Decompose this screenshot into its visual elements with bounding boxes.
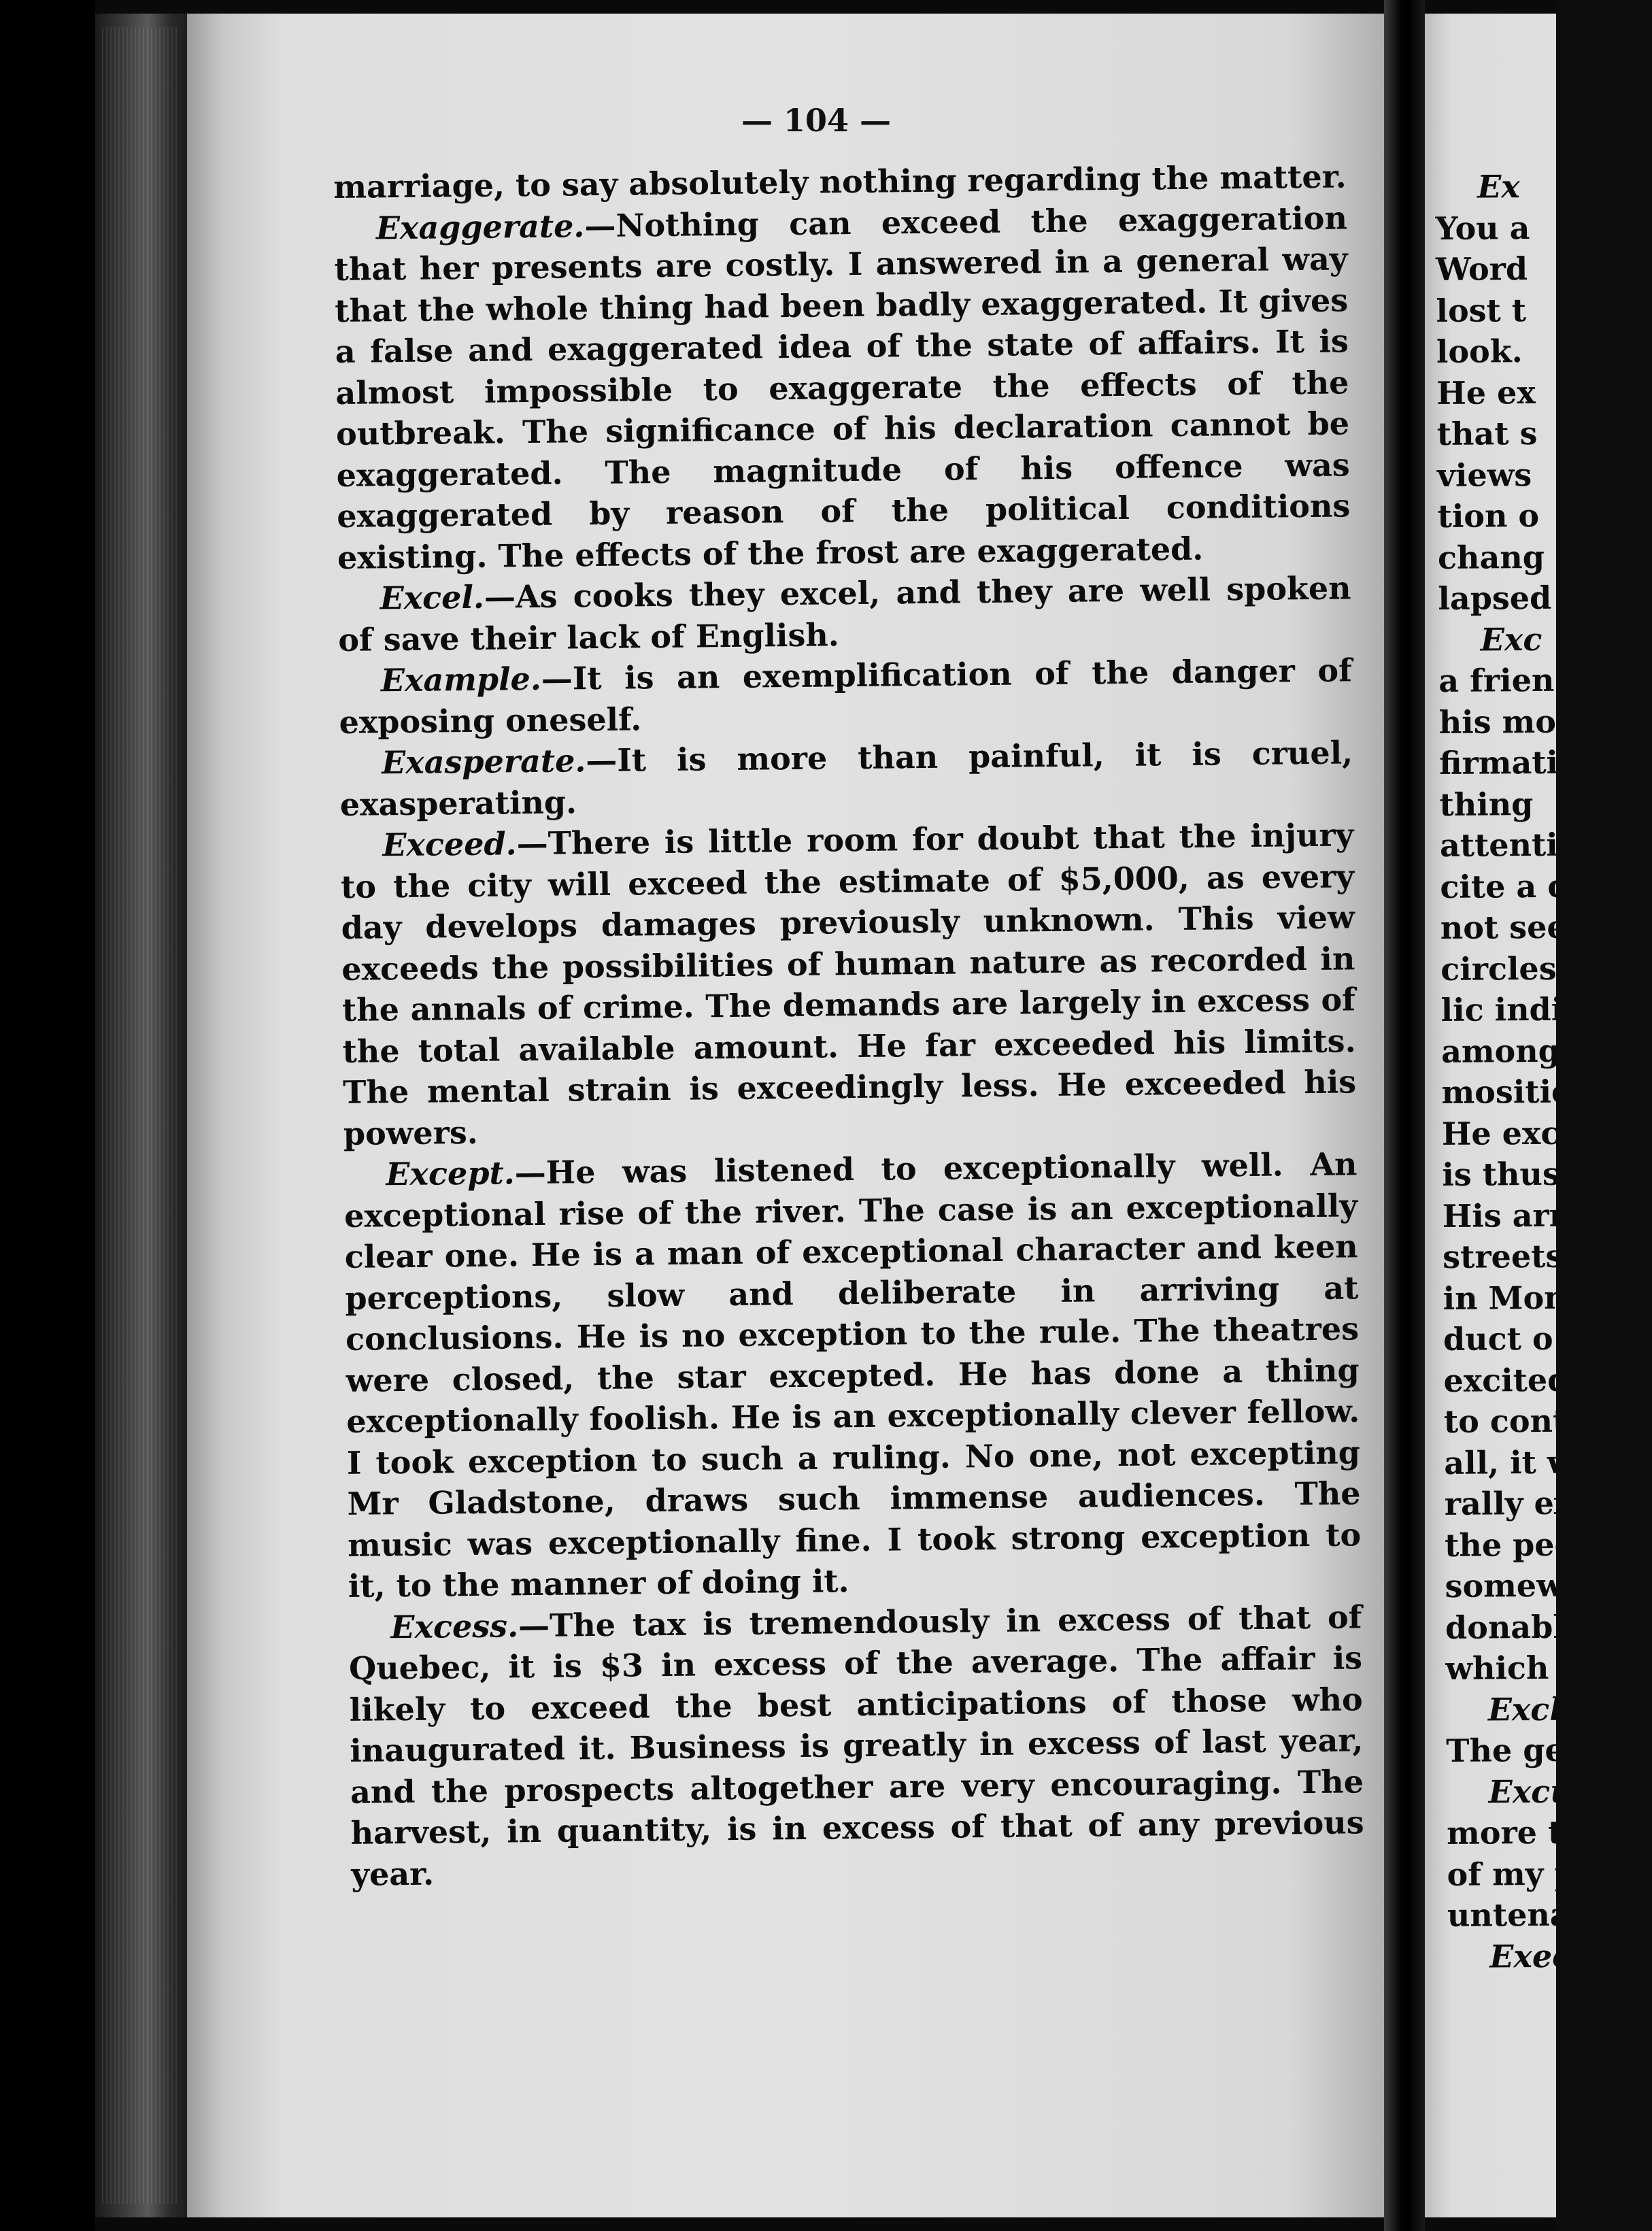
fragment-line: rally ex xyxy=(1444,1484,1573,1522)
fragment-line: the peop xyxy=(1444,1525,1598,1564)
fragment-line: donable xyxy=(1445,1608,1585,1646)
entry-body: —There is little room for doubt that the injury to the city will exceed the estimate of $5,000, as every day develops damages previously unknown. This view exceeds the possibilities of human nature as recorded in the annals of crime. The demands are largely in excess of the total available amount. He far exceeded his limits. The mental strain is exceedingly less. He exceeded his powers. xyxy=(340,816,1357,1152)
fragment-line: his mo xyxy=(1438,703,1557,741)
fragment-line: attenti xyxy=(1439,826,1558,864)
right-page-text-clip xyxy=(1425,0,1609,2231)
entry-body: —As cooks they excel, and they are well spoken of save their lack of English. xyxy=(338,569,1351,658)
fragment-line: chang xyxy=(1437,538,1545,576)
entry-head: Exasperate. xyxy=(381,742,586,782)
fragment-line: cite a c xyxy=(1440,867,1567,905)
entry-head: Excel. xyxy=(380,578,485,617)
fragment-line: He exci xyxy=(1441,1114,1572,1152)
fragment-line: The gen xyxy=(1446,1731,1588,1769)
fragment-line: He ex xyxy=(1436,373,1536,412)
fragment-line: thing xyxy=(1439,785,1534,823)
entry-exaggerate xyxy=(334,197,1351,578)
fragment-line: You a xyxy=(1435,209,1530,247)
entry-example xyxy=(339,650,1353,743)
fragment-line: Exclu xyxy=(1487,1690,1585,1728)
continuation-paragraph: marriage, to say absolutely nothing regarding the matter. xyxy=(333,158,1347,205)
entry-head: Example. xyxy=(380,660,542,699)
entry-body: —Nothing can exceed the exaggeration that her presents are costly. I answered in a general way that the whole thing had been badly exaggerated. It gives a false and exaggerated idea of the state of affairs. It is almost impossible to exaggerate the effects of the outbreak. The significance of his declaration cannot be exaggerated. The magnitude of his offence was exaggerated by reason of the political conditions existing. The effects of the frost are exaggerated. xyxy=(334,199,1351,576)
fragment-line: views xyxy=(1436,456,1532,494)
fragment-line: lic indi xyxy=(1440,990,1564,1028)
fragment-line: lost t xyxy=(1436,291,1527,329)
left-page-text xyxy=(333,156,1365,1894)
fragment-line: Execut xyxy=(1489,1936,1609,1975)
entry-excel xyxy=(337,567,1351,660)
fragment-line: is thus xyxy=(1442,1155,1560,1193)
fragment-line: duct o xyxy=(1443,1320,1553,1358)
entry-body: —It is an exemplification of the danger of exposing oneself. xyxy=(339,652,1353,741)
fragment-line: Exc xyxy=(1480,620,1543,658)
fragment-line: not see xyxy=(1440,908,1567,946)
entry-head: Exaggerate. xyxy=(375,207,585,246)
fragment-line: to contr xyxy=(1443,1402,1584,1440)
fragment-line: which a xyxy=(1445,1649,1581,1687)
fragment-line: in Mont xyxy=(1443,1279,1582,1317)
entry-body: —He was listened to exceptionally well. An exceptional rise of the river. The case is an exceptionally clear one. He is a man of exceptional character and keen perceptions, slow and deliberate in arriving at conclusions. He is no exception to the rule. The theatres were closed, the star excepted. He has done a thing exceptionally foolish. He is an exceptionally clever fellow. I took exception to such a ruling. No one, not excepting Mr Gladstone, draws such immense audiences. The music was exceptionally fine. I took strong exception to it, to the manner of doing it. xyxy=(343,1145,1362,1605)
fragment-line: Word xyxy=(1435,250,1528,288)
fragment-line: look. xyxy=(1436,333,1523,370)
entry-exceed xyxy=(340,814,1357,1154)
fragment-line: lapsed xyxy=(1438,579,1552,617)
right-page-text-fragments xyxy=(1435,165,1652,1977)
entry-body: —The tax is tremendously in excess of that of Quebec, it is $3 in excess of the average. The affair is likely to exceed the best anticipations of those who inaugurated it. Business is greatly in excess of last year, and the prospects altogether are very encouraging. The harvest, in quantity, is in excess of that of any previous year. xyxy=(348,1598,1364,1893)
fragment-line: firmati xyxy=(1438,743,1559,782)
fragment-line: excited xyxy=(1443,1361,1570,1399)
book-gutter xyxy=(1384,0,1425,2231)
entry-except xyxy=(343,1143,1362,1607)
entry-exasperate xyxy=(339,732,1353,825)
entry-head: Excess. xyxy=(390,1607,519,1645)
entry-body: —It is more than painful, it is cruel, exasperating. xyxy=(339,734,1353,823)
fragment-line: Ex xyxy=(1477,168,1520,205)
fragment-line: that s xyxy=(1436,414,1538,452)
fragment-line: more tha xyxy=(1446,1813,1606,1851)
entry-excess xyxy=(348,1596,1364,1895)
entry-head: Exceed. xyxy=(382,825,517,864)
fragment-line: a frien xyxy=(1438,661,1555,699)
fragment-line: Excus xyxy=(1488,1772,1591,1811)
page-edges xyxy=(102,27,177,2204)
scan-background-left xyxy=(0,0,95,2231)
fragment-line: streets i xyxy=(1443,1237,1586,1275)
page-number: — 104 — xyxy=(741,102,892,139)
fragment-line: mosities xyxy=(1441,1073,1589,1111)
fragment-line: circles, xyxy=(1440,950,1568,988)
fragment-line: tion o xyxy=(1437,497,1540,535)
fragment-line: among xyxy=(1440,1032,1561,1070)
fragment-line: of my p xyxy=(1447,1855,1577,1893)
fragment-line: His arre xyxy=(1442,1196,1586,1235)
fragment-line: somewha xyxy=(1445,1566,1607,1605)
fragment-line: all, it wa xyxy=(1444,1443,1595,1481)
fragment-line: untenabl xyxy=(1447,1896,1604,1934)
entry-head: Except. xyxy=(386,1154,515,1193)
